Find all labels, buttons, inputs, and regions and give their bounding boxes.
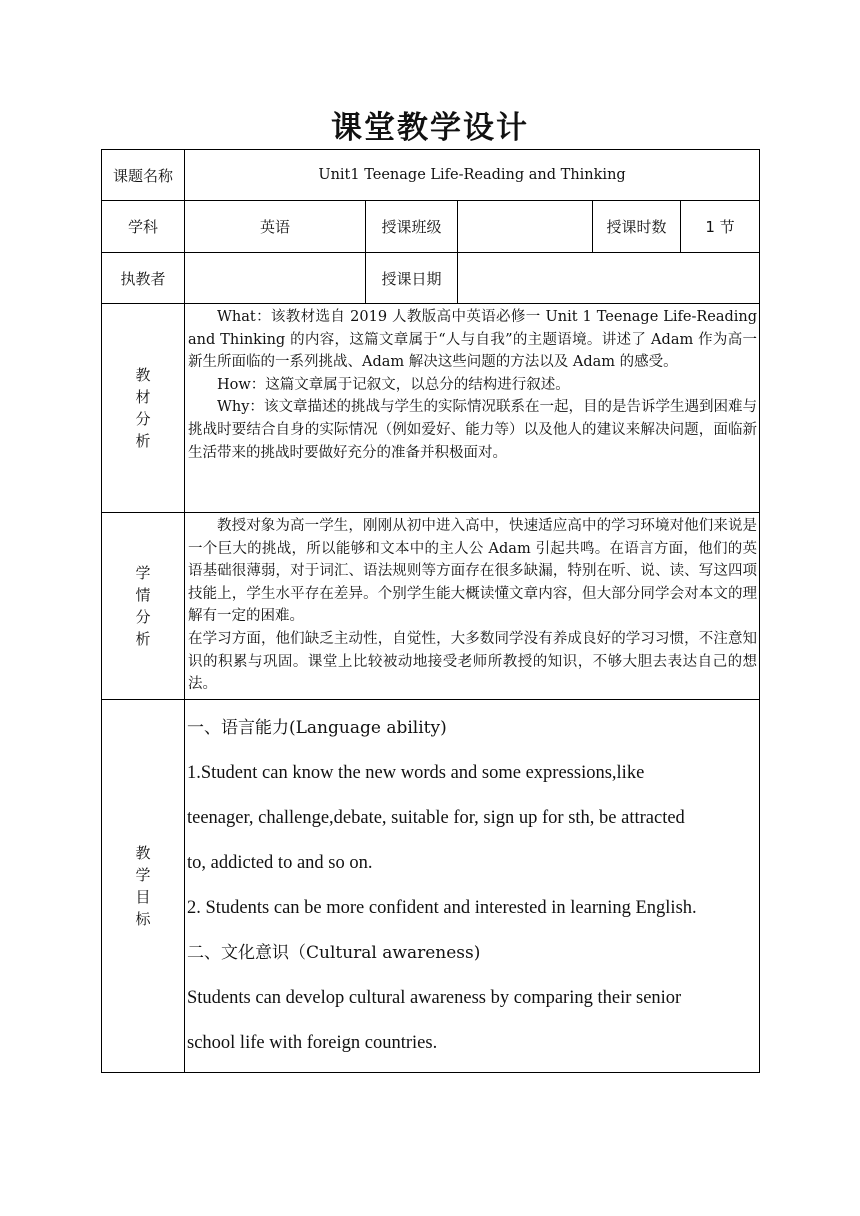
material-analysis-row: [102, 304, 760, 513]
goal-line: teenager, challenge,debate, suitable for, sign up for sth, be attracted: [187, 807, 685, 828]
goal-line: school life with foreign countries.: [187, 1032, 438, 1053]
teacher-value: [185, 253, 366, 304]
material-how-paragraph: How：这篇文章属于记叙文，以总分的结构进行叙述。: [217, 376, 570, 393]
date-label: 授课日期: [366, 253, 458, 304]
lesson-plan-table: [101, 149, 760, 1073]
hours-label: 授课时数: [593, 201, 681, 253]
student-analysis-content: [185, 513, 760, 700]
subject-label: 学科: [102, 201, 185, 253]
subject-row: [102, 201, 760, 253]
teacher-label: 执教者: [102, 253, 185, 304]
class-label: 授课班级: [366, 201, 458, 253]
goal-line: 2. Students can be more confident and interested in learning English.: [187, 897, 697, 918]
student-analysis-row: [102, 513, 760, 700]
material-analysis-content: [185, 304, 760, 513]
teaching-goals-content: [185, 699, 760, 1072]
teaching-goals-label: 教 学 目 标: [102, 699, 185, 1072]
student-analysis-label: 学 情 分 析: [102, 513, 185, 700]
hours-value: 1 节: [681, 201, 760, 253]
material-what-paragraph: What：该教材选自 2019 人教版高中英语必修一 Unit 1 Teenage Life-Reading and Thinking 的内容，这篇文章属于“人与自我”的主题语境。讲述了 Adam 作为高一新生所面临的一系列挑战、Adam 解决这些问题的方法以及 Adam 的感受。: [188, 309, 758, 371]
subject-value: 英语: [185, 201, 366, 253]
goal-heading-culture: 二、文化意识（Cultural awareness): [187, 942, 481, 963]
material-why-paragraph: Why：该文章描述的挑战与学生的实际情况联系在一起，目的是告诉学生遇到困难与挑战时要结合自身的实际情况（例如爱好、能力等）以及他人的建议来解决问题，面临新生活带来的挑战时要做好充分的准备并积极面对。: [188, 399, 758, 461]
goal-line: to, addicted to and so on.: [187, 852, 373, 873]
student-paragraph-1: 教授对象为高一学生，刚刚从初中进入高中，快速适应高中的学习环境对他们来说是一个巨大的挑战，所以能够和文本中的主人公 Adam 引起共鸣。在语言方面，他们的英语基础很薄弱，对于词汇、语法规则等方面存在很多缺漏，特别在听、说、读、写这四项技能上，学生水平存在差异。个别学生能大概读懂文章内容，但大部分同学会对本文的理解有一定的困难。: [188, 518, 758, 625]
student-paragraph-2: 在学习方面，他们缺乏主动性，自觉性，大多数同学没有养成良好的学习习惯，不注意知识的积累与巩固。课堂上比较被动地接受老师所教授的知识，不够大胆去表达自己的想法。: [188, 630, 758, 693]
class-value: [458, 201, 593, 253]
topic-row: [102, 150, 760, 201]
goal-line: Students can develop cultural awareness by comparing their senior: [187, 987, 682, 1008]
material-analysis-label: 教 材 分 析: [102, 304, 185, 513]
date-value: [458, 253, 760, 304]
page-title: 课堂教学设计: [331, 110, 529, 146]
goal-heading-language: 一、语言能力(Language ability): [187, 717, 447, 738]
teacher-row: [102, 253, 760, 304]
topic-value: Unit1 Teenage Life-Reading and Thinking: [185, 150, 760, 201]
topic-label: 课题名称: [102, 150, 185, 201]
goal-line: 1.Student can know the new words and some expressions,like: [187, 762, 645, 783]
teaching-goals-row: [102, 699, 760, 1072]
